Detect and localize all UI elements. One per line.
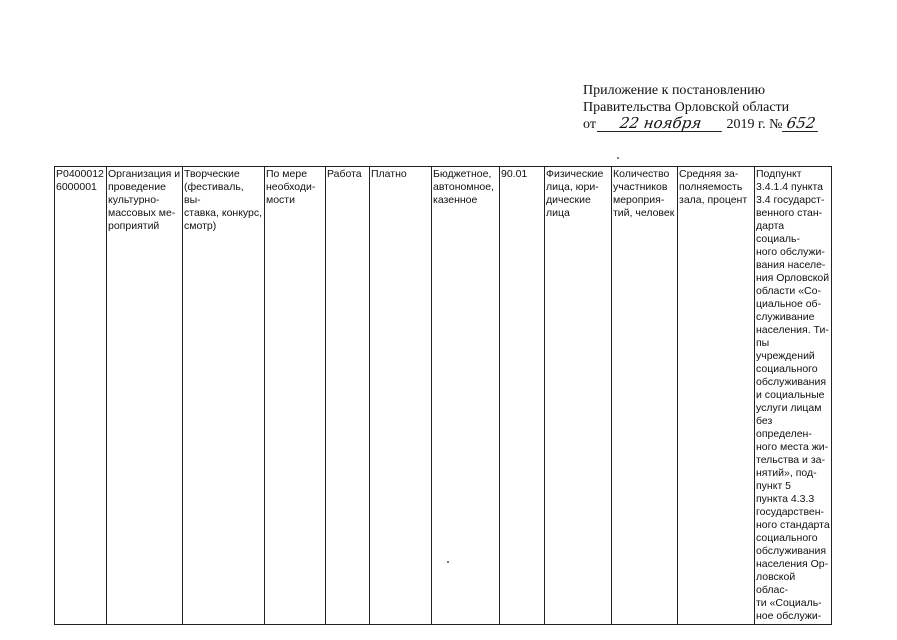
cell-payment: Платно [370, 167, 432, 625]
scan-speck [617, 157, 619, 159]
handwritten-date: 22 ноября [597, 116, 724, 132]
cell-service-name: Организация и проведение культурно- массовых ме- роприятий [107, 167, 183, 625]
cell-content: Творческие (фестиваль, вы- ставка, конкурс, смотр) [183, 167, 265, 625]
cell-type: Работа [326, 167, 370, 625]
cell-quality-indicator: Средняя за- полняемость зала, процент [678, 167, 755, 625]
cell-legal-basis: Подпункт 3.4.1.4 пункта 3.4 государст- венного стан- дарта социаль- ного обслужи- вания населе- ния Орловской области «Со- циальное об- служивание населения. Ти- пы учреждений социального обслуживания и социальные услуги лицам без определен- ного места жи- тельства и за- нятий», под- пункт 5 пункта 4.3.3 государствен- ного стандарта социального обслуживания населения Ор- ловской облас- ти «Социаль- ное обслужи- [755, 167, 832, 625]
cell-volume-indicator: Количество участников мероприя- тий, человек [612, 167, 678, 625]
services-table [54, 166, 832, 625]
year-number-label: 2019 г. № [726, 117, 783, 132]
header-line-2: Правительства Орловской области [583, 100, 790, 115]
cell-institution-type: Бюджетное, автономное, казенное [432, 167, 500, 625]
handwritten-number: 652 [782, 116, 820, 132]
cell-consumers: Физические лица, юри- дические лица [545, 167, 612, 625]
header-date-line [583, 116, 819, 133]
table-row [55, 167, 832, 625]
header-line-1: Приложение к постановлению [583, 83, 766, 98]
document-header [583, 82, 819, 133]
cell-okved: 90.01 [500, 167, 545, 625]
cell-registry-code: Р0400012 6000001 [55, 167, 107, 625]
from-label: от [583, 117, 596, 132]
cell-conditions: По мере необходи- мости [265, 167, 326, 625]
